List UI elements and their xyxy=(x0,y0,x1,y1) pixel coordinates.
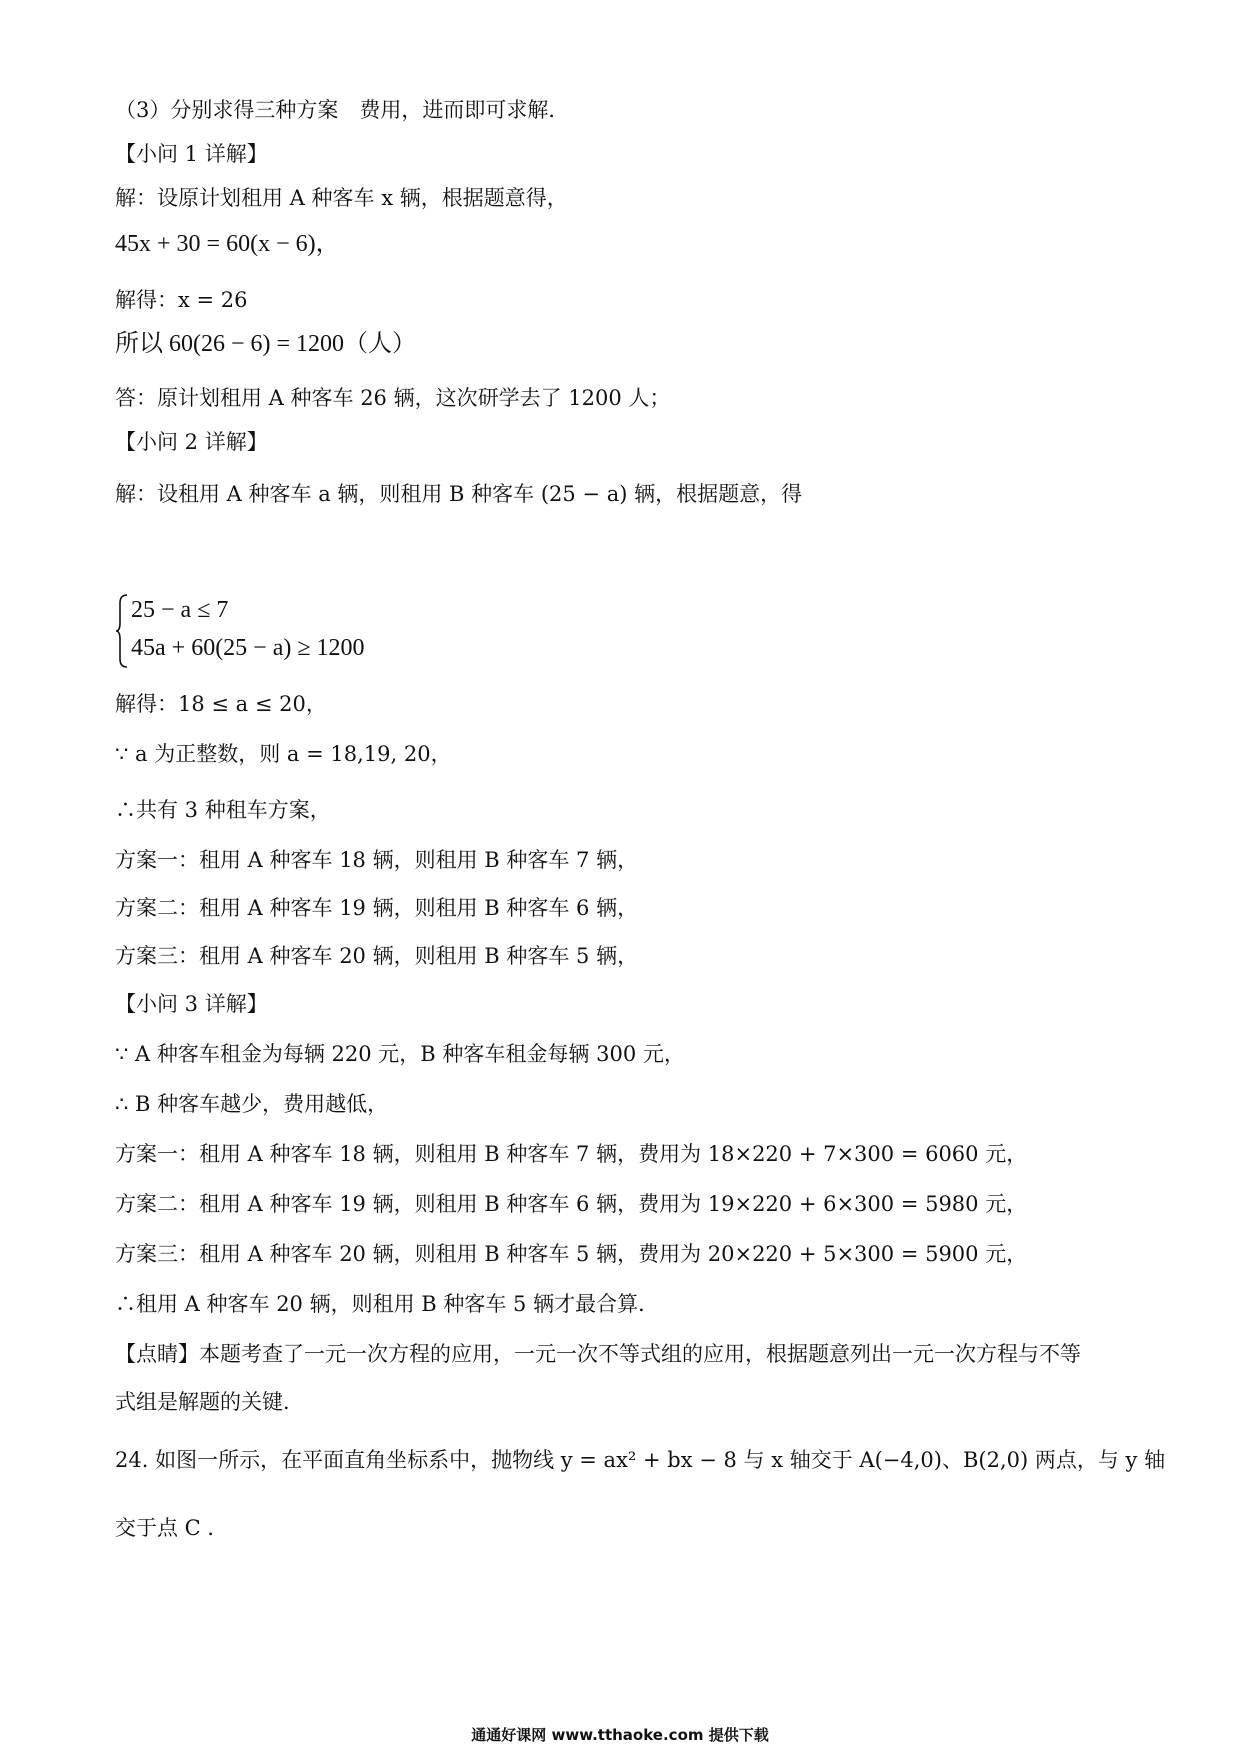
q2-plan-1: 方案一：租用 A 种客车 18 辆，则租用 B 种客车 7 辆， xyxy=(115,848,639,872)
q2-plan-3: 方案三：租用 A 种客车 20 辆，则租用 B 种客车 5 辆， xyxy=(115,944,639,968)
q3-rent-info: ∵ A 种客车租金为每辆 220 元，B 种客车租金每辆 300 元， xyxy=(115,1042,685,1066)
q3-plan-2-cost: 方案二：租用 A 种客车 19 辆，则租用 B 种客车 6 辆，费用为 19×220 + 6×300 = 5980 元， xyxy=(115,1192,1028,1216)
q3-plan-3-cost: 方案三：租用 A 种客车 20 辆，则租用 B 种客车 5 辆，费用为 20×220 + 5×300 = 5900 元， xyxy=(115,1242,1028,1266)
q2-plan-2: 方案二：租用 A 种客车 19 辆，则租用 B 种客车 6 辆， xyxy=(115,896,639,920)
problem-24-line-2: 交于点 C ． xyxy=(115,1516,229,1540)
inequality-system xyxy=(115,593,495,669)
q2-plan-count: ∴共有 3 种租车方案， xyxy=(115,798,331,822)
q1-solution: 解得：x = 26 xyxy=(115,288,248,312)
left-brace-icon xyxy=(115,593,129,669)
q2-solution-range: 解得：18 ≤ a ≤ 20， xyxy=(115,692,327,716)
q3-reasoning: ∴ B 种客车越少，费用越低， xyxy=(115,1092,389,1116)
q1-equation: 45x + 30 = 60(x − 6)， xyxy=(115,231,340,257)
problem-24-line-1: 24. 如图一所示，在平面直角坐标系中，抛物线 y = ax² + bx − 8 与 x 轴交于 A(−4,0)、B(2,0) 两点，与 y 轴 xyxy=(115,1448,1166,1472)
section-heading-q3: 【小问 3 详解】 xyxy=(115,992,268,1016)
footer-watermark: 通通好课网 www.tthaoke.com 提供下载 xyxy=(471,1726,769,1744)
q3-plan-1-cost: 方案一：租用 A 种客车 18 辆，则租用 B 种客车 7 辆，费用为 18×220 + 7×300 = 6060 元， xyxy=(115,1142,1028,1166)
comment-line-2: 式组是解题的关键． xyxy=(115,1390,304,1414)
q1-setup-text: 解：设原计划租用 A 种客车 x 辆，根据题意得， xyxy=(115,186,568,210)
q1-answer: 答：原计划租用 A 种客车 26 辆，这次研学去了 1200 人； xyxy=(115,386,671,410)
q3-conclusion: ∴租用 A 种客车 20 辆，则租用 B 种客车 5 辆才最合算． xyxy=(115,1292,660,1316)
comment-line-1: 【点睛】本题考查了一元一次方程的应用，一元一次不等式组的应用，根据题意列出一元一次方程与不等 xyxy=(115,1342,1081,1366)
inequality-2: 45a + 60(25 − a) ≥ 1200 xyxy=(131,635,365,661)
section-heading-q2: 【小问 2 详解】 xyxy=(115,430,268,454)
section-heading-q1: 【小问 1 详解】 xyxy=(115,142,268,166)
q2-integer-values: ∵ a 为正整数，则 a = 18,19, 20， xyxy=(115,742,452,766)
q1-people-calc: 所以 60(26 − 6) = 1200（人） xyxy=(115,331,417,357)
inequality-1: 25 − a ≤ 7 xyxy=(131,597,229,623)
hint-line-3: （3）分别求得三种方案 费用，进而即可求解． xyxy=(115,98,570,122)
q2-setup-text: 解：设租用 A 种客车 a 辆，则租用 B 种客车 (25 − a) 辆，根据题意，得 xyxy=(115,482,803,506)
